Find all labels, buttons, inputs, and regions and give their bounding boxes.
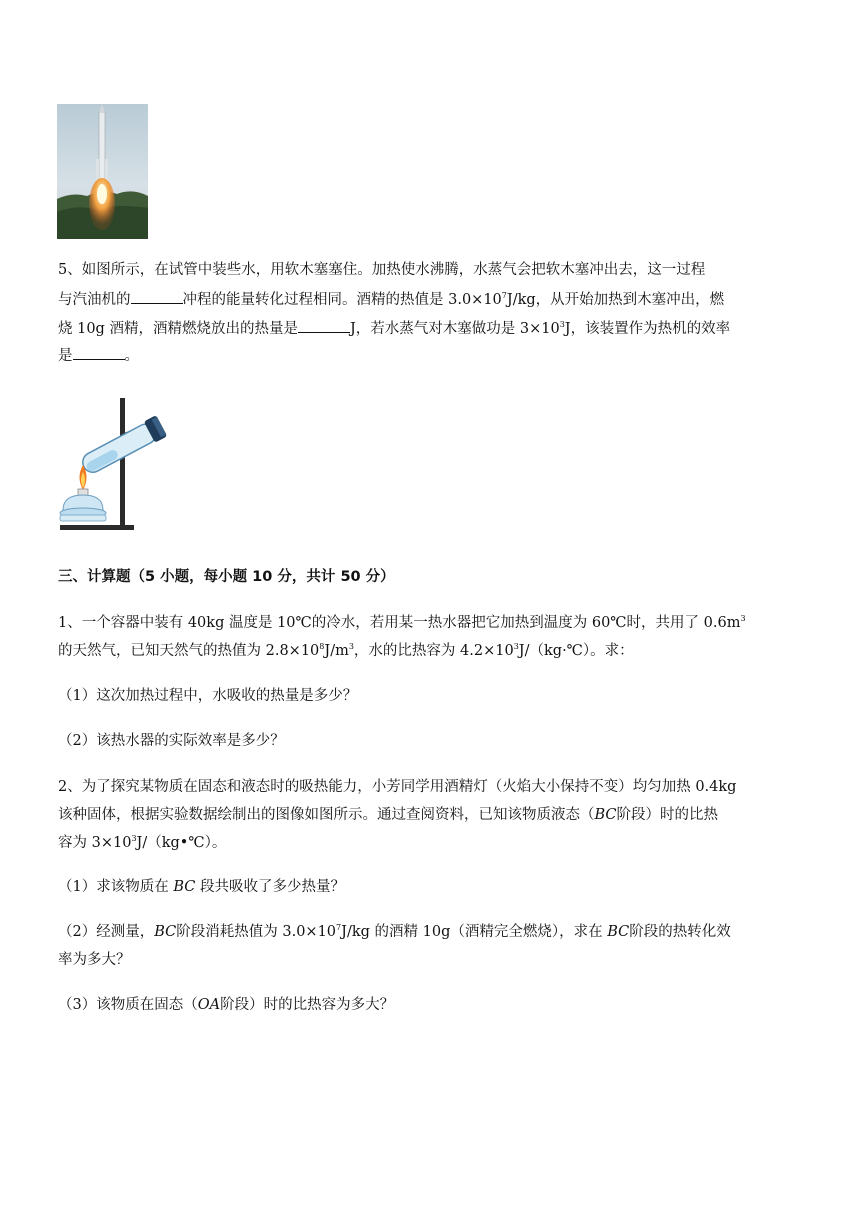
q5-line-4: 是 。 [58, 345, 139, 366]
c2-line-2: 该种固体，根据实验数据绘制出的图像如图所示。通过查阅资料，已知该物质液态（BC阶段）时的比热 [58, 807, 719, 823]
q5-line-3: 烧 10g 酒精，酒精燃烧放出的热量是 J，若水蒸气对木塞做功是 $3\times 10^3J$，该装置作为热机的效率 [58, 320, 731, 337]
answer-blank-3[interactable] [73, 345, 125, 360]
c2-subquestion-1: （1）求该物质在 BC 段共吸收了多少热量？ [58, 879, 345, 895]
rocket-launch-image [57, 104, 148, 239]
c1-subquestion-2: （2）该热水器的实际效率是多少？ [58, 733, 285, 749]
c1-line-1: 1、一个容器中装有 40kg 温度是 10℃的冷水，若用某一热水器把它加热到温度为 60℃时，共用了 $0.6m^3$ [58, 614, 746, 631]
c1-line-2: 的天然气，已知天然气的热值为 $2.8\times 10^8J/m^3$，水的比热容为 $4.2\times 10^3J/(kg\cdot℃)$。求： [58, 642, 634, 659]
c1-subquestion-1: （1）这次加热过程中，水吸收的热量是多少？ [58, 688, 358, 704]
c2-subquestion-2-cont: 率为多大？ [58, 952, 131, 968]
answer-blank-1[interactable] [131, 289, 183, 304]
section-title: 三、计算题（5 小题，每小题 10 分，共计 50 分） [58, 569, 395, 585]
q5-line-1: 5、如图所示，在试管中装些水，用软木塞塞住。加热使水沸腾，水蒸气会把软木塞冲出去，这一过程 [58, 262, 706, 278]
c2-line-1: 2、为了探究某物质在固态和液态时的吸热能力，小芳同学用酒精灯（火焰大小保持不变）均匀加热 0.4kg [58, 779, 737, 795]
c2-subquestion-2: （2）经测量，BC阶段消耗热值为 $3.0\times 10^7J/kg$ 的酒精 10g（酒精完全燃烧），求在 BC阶段的热转化效 [58, 923, 731, 940]
answer-blank-2[interactable] [298, 318, 350, 333]
c2-subquestion-3: （3）该物质在固态（OA阶段）时的比热容为多大？ [58, 997, 395, 1013]
test-tube-apparatus-image [58, 395, 178, 535]
c2-line-3: 容为 $3\times 10^3J/(kg•℃)$。 [58, 834, 227, 851]
q5-line-2: 与汽油机的 冲程的能量转化过程相同。酒精的热值是 $3.0\times 10^7J/kg$，从开始加热到木塞冲出，燃 [58, 291, 725, 308]
